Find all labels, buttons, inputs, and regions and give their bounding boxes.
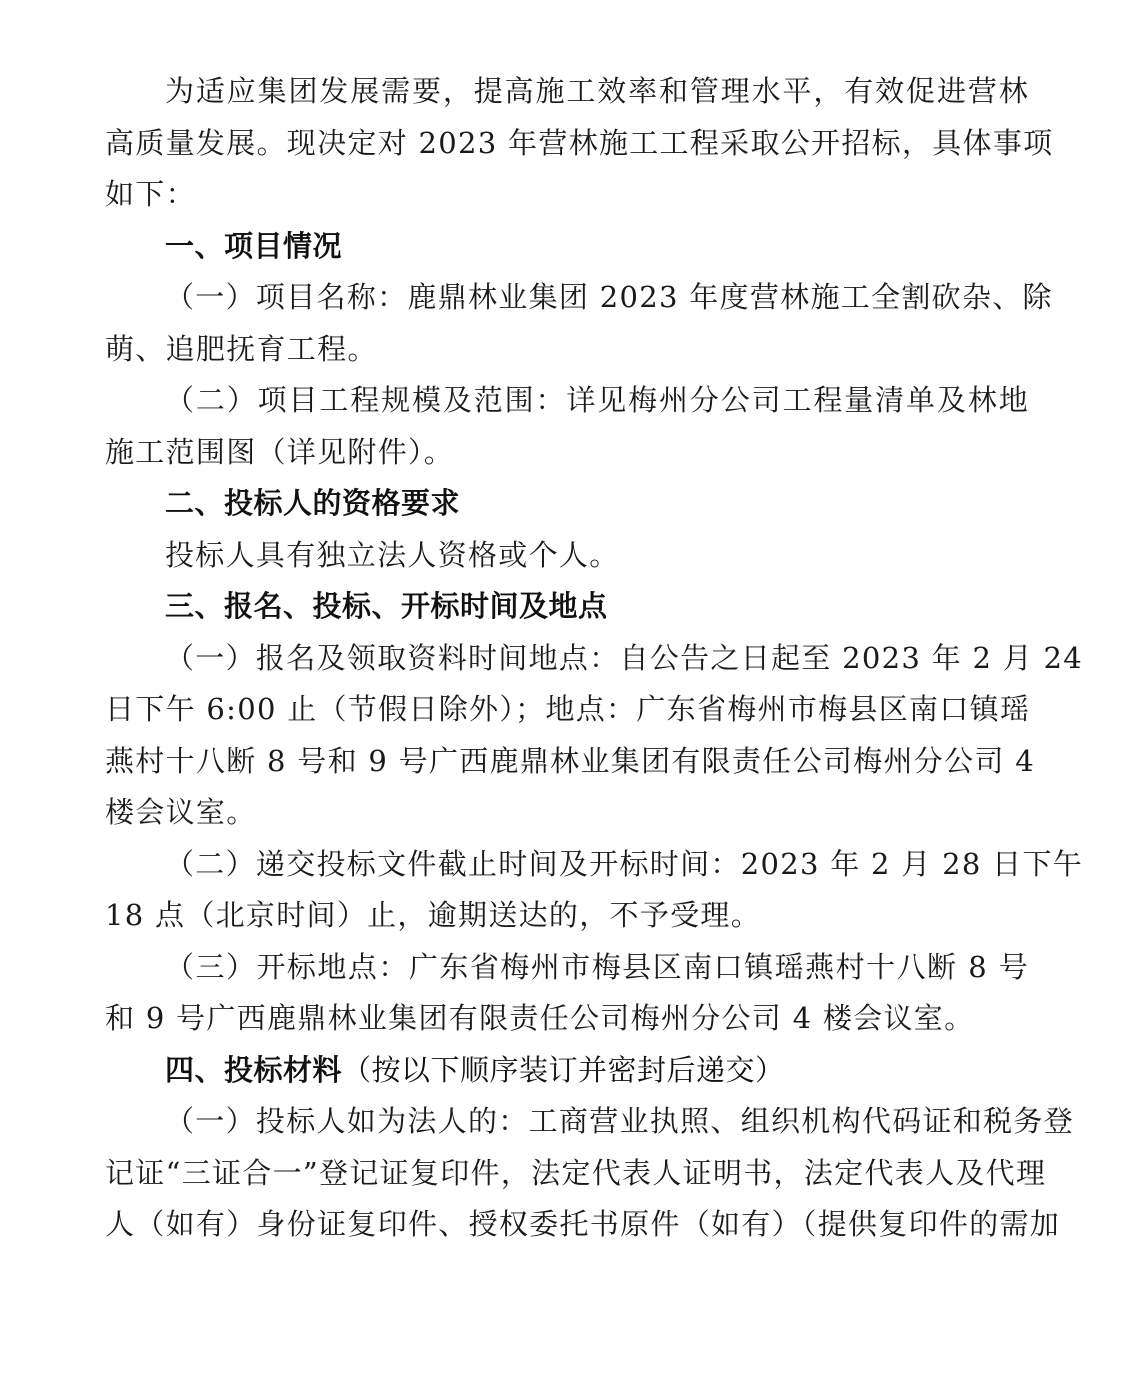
document-page bbox=[105, 66, 1084, 1251]
bid-opening-location-line-2: 和 9 号广西鹿鼎林业集团有限责任公司梅州分公司 4 楼会议室。 bbox=[105, 1001, 975, 1035]
registration-line-2: 日下午 6:00 止（节假日除外）；地点：广东省梅州市梅县区南口镇瑶 bbox=[105, 692, 1031, 726]
project-scope-paragraph bbox=[105, 375, 1029, 478]
legal-entity-materials-line-3: 人（如有）身份证复印件、授权委托书原件（如有）（提供复印件的需加 bbox=[105, 1207, 1061, 1241]
legal-entity-materials-line-2: 记证“三证合一”登记证复印件，法定代表人证明书，法定代表人及代理 bbox=[105, 1155, 1047, 1190]
project-name-line-2: 萌、追肥抚育工程。 bbox=[105, 331, 378, 366]
section-project-info bbox=[105, 221, 1053, 479]
registration-line-4: 楼会议室。 bbox=[105, 795, 257, 829]
project-name-line-1: （一）项目名称：鹿鼎林业集团 2023 年度营林施工全割砍杂、除 bbox=[165, 280, 1053, 314]
section-heading-bidder-qualification: 二、投标人的资格要求 bbox=[165, 486, 461, 520]
intro-paragraph bbox=[105, 66, 1054, 221]
registration-line-1: （一）报名及领取资料时间地点：自公告之日起至 2023 年 2 月 24 bbox=[165, 640, 1084, 675]
bid-materials-heading-note: （按以下顺序装订并密封后递交） bbox=[342, 1052, 785, 1087]
section-heading-registration-schedule: 三、报名、投标、开标时间及地点 bbox=[165, 589, 608, 623]
section-heading-bid-materials bbox=[105, 1045, 1029, 1097]
section-bidder-qualification bbox=[105, 478, 1029, 581]
section-heading-project-info: 一、项目情况 bbox=[165, 228, 343, 263]
bid-opening-location-paragraph bbox=[105, 942, 1029, 1045]
submission-deadline-paragraph bbox=[105, 839, 1084, 942]
registration-paragraph bbox=[105, 633, 1084, 839]
intro-line-1: 为适应集团发展需要，提高施工效率和管理水平，有效促进营林 bbox=[165, 74, 1029, 108]
intro-line-3: 如下： bbox=[105, 177, 196, 211]
section-bid-materials bbox=[105, 1045, 1075, 1251]
registration-line-3: 燕村十八断 8 号和 9 号广西鹿鼎林业集团有限责任公司梅州分公司 4 bbox=[105, 743, 1035, 778]
project-scope-line-1: （二）项目工程规模及范围：详见梅州分公司工程量清单及林地 bbox=[165, 383, 1029, 417]
project-scope-line-2: 施工范围图（详见附件）。 bbox=[105, 434, 455, 469]
section-registration-schedule bbox=[105, 581, 1084, 1045]
intro-line-2: 高质量发展。现决定对 2023 年营林施工工程采取公开招标，具体事项 bbox=[105, 125, 1054, 160]
legal-entity-materials-paragraph bbox=[105, 1096, 1075, 1251]
legal-entity-materials-line-1: （一）投标人如为法人的：工商营业执照、组织机构代码证和税务登 bbox=[165, 1104, 1075, 1138]
submission-deadline-line-2: 18 点（北京时间）止，逾期送达的，不予受理。 bbox=[105, 898, 762, 932]
bid-opening-location-line-1: （三）开标地点：广东省梅州市梅县区南口镇瑶燕村十八断 8 号 bbox=[165, 949, 1029, 984]
submission-deadline-line-1: （二）递交投标文件截止时间及开标时间：2023 年 2 月 28 日下午 bbox=[165, 846, 1084, 881]
qualification-body: 投标人具有独立法人资格或个人。 bbox=[165, 537, 620, 572]
project-name-paragraph bbox=[105, 272, 1053, 375]
bid-materials-heading-text: 四、投标材料 bbox=[165, 1052, 343, 1087]
